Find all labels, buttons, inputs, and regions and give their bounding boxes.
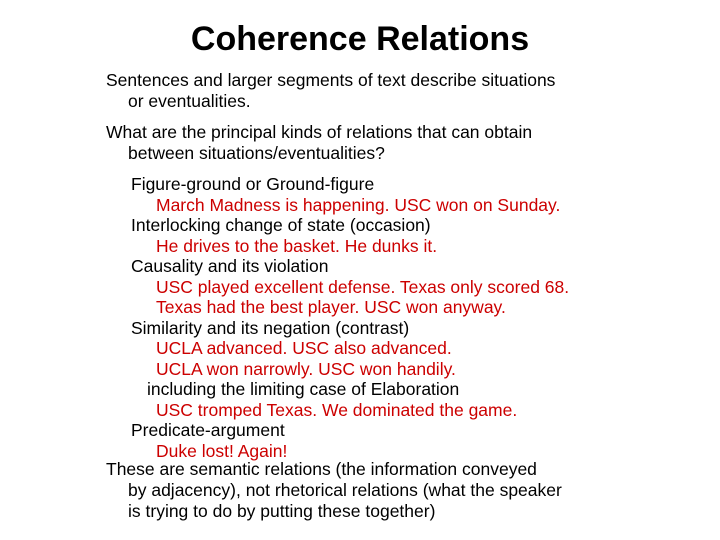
conclusion-line-3: is trying to do by putting these together) bbox=[128, 501, 436, 521]
question-line-1: What are the principal kinds of relations that can obtain bbox=[106, 122, 533, 142]
question-paragraph bbox=[106, 122, 706, 164]
relation-example: UCLA won narrowly. USC won handily. bbox=[156, 358, 456, 379]
question-line-2: between situations/eventualities? bbox=[128, 143, 385, 163]
relation-category: Causality and its violation bbox=[131, 256, 329, 276]
relation-category: Predicate-argument bbox=[131, 420, 285, 440]
relation-example: USC tromped Texas. We dominated the game. bbox=[156, 399, 518, 420]
conclusion-line-2: by adjacency), not rhetorical relations (what the speaker bbox=[128, 480, 562, 500]
relation-example: Texas had the best player. USC won anyway. bbox=[156, 297, 506, 317]
slide-title: Coherence Relations bbox=[190, 20, 530, 58]
relation-category: Figure-ground or Ground-figure bbox=[131, 174, 375, 194]
relation-example: Duke lost! Again! bbox=[156, 440, 288, 461]
relation-example: March Madness is happening. USC won on Sunday. bbox=[156, 194, 561, 215]
relation-example: UCLA advanced. USC also advanced. bbox=[156, 338, 452, 358]
relation-example: USC played excellent defense. Texas only scored 68. bbox=[156, 276, 570, 297]
relation-category: Interlocking change of state (occasion) bbox=[131, 215, 431, 235]
intro-line-2: or eventualities. bbox=[128, 91, 251, 111]
intro-line-1: Sentences and larger segments of text describe situations bbox=[106, 70, 556, 90]
relation-example: He drives to the basket. He dunks it. bbox=[156, 235, 438, 256]
relation-category: Similarity and its negation (contrast) bbox=[131, 317, 410, 338]
intro-paragraph bbox=[106, 70, 706, 112]
conclusion-line-1: These are semantic relations (the information conveyed bbox=[106, 459, 537, 479]
relation-list bbox=[131, 174, 711, 461]
relation-subcategory: including the limiting case of Elaboration bbox=[147, 379, 460, 399]
conclusion-paragraph bbox=[106, 459, 706, 522]
